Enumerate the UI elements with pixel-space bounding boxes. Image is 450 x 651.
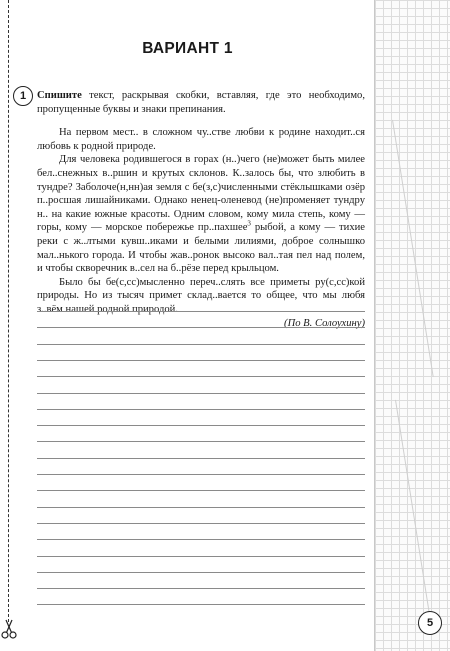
scissors-icon xyxy=(1,618,17,640)
paragraph-part: рыбой, а кому — тихие реки с ж..лтыми кувш..иками и белыми лилиями, доброе солнышко мал..нького города. И чтобы жав..ронок высоко вал..тая пел над полем, и чтобы скворечник в..сел на б..рёзе перед крыльцом. xyxy=(37,222,365,275)
margin-edge xyxy=(374,0,375,651)
writing-line[interactable] xyxy=(37,458,365,459)
writing-line[interactable] xyxy=(37,393,365,394)
writing-line[interactable] xyxy=(37,588,365,589)
source-attribution: (По В. Солоухину) xyxy=(284,317,365,329)
writing-line[interactable] xyxy=(37,556,365,557)
task-instruction xyxy=(37,89,365,116)
text-paragraph xyxy=(37,153,365,275)
writing-line[interactable] xyxy=(37,360,365,361)
writing-line[interactable] xyxy=(37,441,365,442)
task-number-badge: 1 xyxy=(13,86,33,106)
task-text xyxy=(37,89,365,330)
writing-line[interactable] xyxy=(37,507,365,508)
writing-line[interactable] xyxy=(37,604,365,605)
writing-line[interactable] xyxy=(37,490,365,491)
writing-line[interactable] xyxy=(37,409,365,410)
writing-line[interactable] xyxy=(37,425,365,426)
writing-line[interactable] xyxy=(37,572,365,573)
text-paragraph: Было бы бе(с,сс)мысленно переч..слять все приметы ру(с,сс)кой природы. Но из тысяч примет склад..вается то общее, что мы любя з..вём нашей родной природой. xyxy=(37,276,365,315)
footnote-mark: 3 xyxy=(247,219,251,228)
cut-line xyxy=(8,0,9,622)
writing-line[interactable] xyxy=(37,539,365,540)
writing-line[interactable] xyxy=(37,311,365,312)
page-title: ВАРИАНТ 1 xyxy=(142,40,233,57)
writing-line[interactable] xyxy=(37,344,365,345)
grid-margin xyxy=(375,0,450,651)
answer-lines[interactable] xyxy=(37,311,365,607)
page-number: 5 xyxy=(418,611,442,635)
writing-line[interactable] xyxy=(37,523,365,524)
instruction-text: текст, раскрывая скобки, вставляя, где это необходимо, пропущенные буквы и знаки препинания. xyxy=(37,90,365,115)
text-paragraph: На первом мест.. в сложном чу..стве любви к родине находит..ся любовь к родной природе. xyxy=(37,127,365,152)
instruction-keyword: Спишите xyxy=(37,90,82,101)
writing-line[interactable] xyxy=(37,327,365,328)
writing-line[interactable] xyxy=(37,474,365,475)
writing-line[interactable] xyxy=(37,376,365,377)
paragraph-part: Для человека родившегося в горах (н..)чего (не)может быть милее бел..снежных в..ршин и крутых склонов. К..залось бы, что злюбить в тундре? Заболоче(н,нн)ая земля с бе(з,с)численными стёклышками озёр п..росшая лишайниками. Однако ненец-оленевод (не)променяет тундру н.. на какие южные красоты. Одним словом, кому мила степь, кому — горы, кому — морское побережье пр..пахшее xyxy=(37,154,365,234)
